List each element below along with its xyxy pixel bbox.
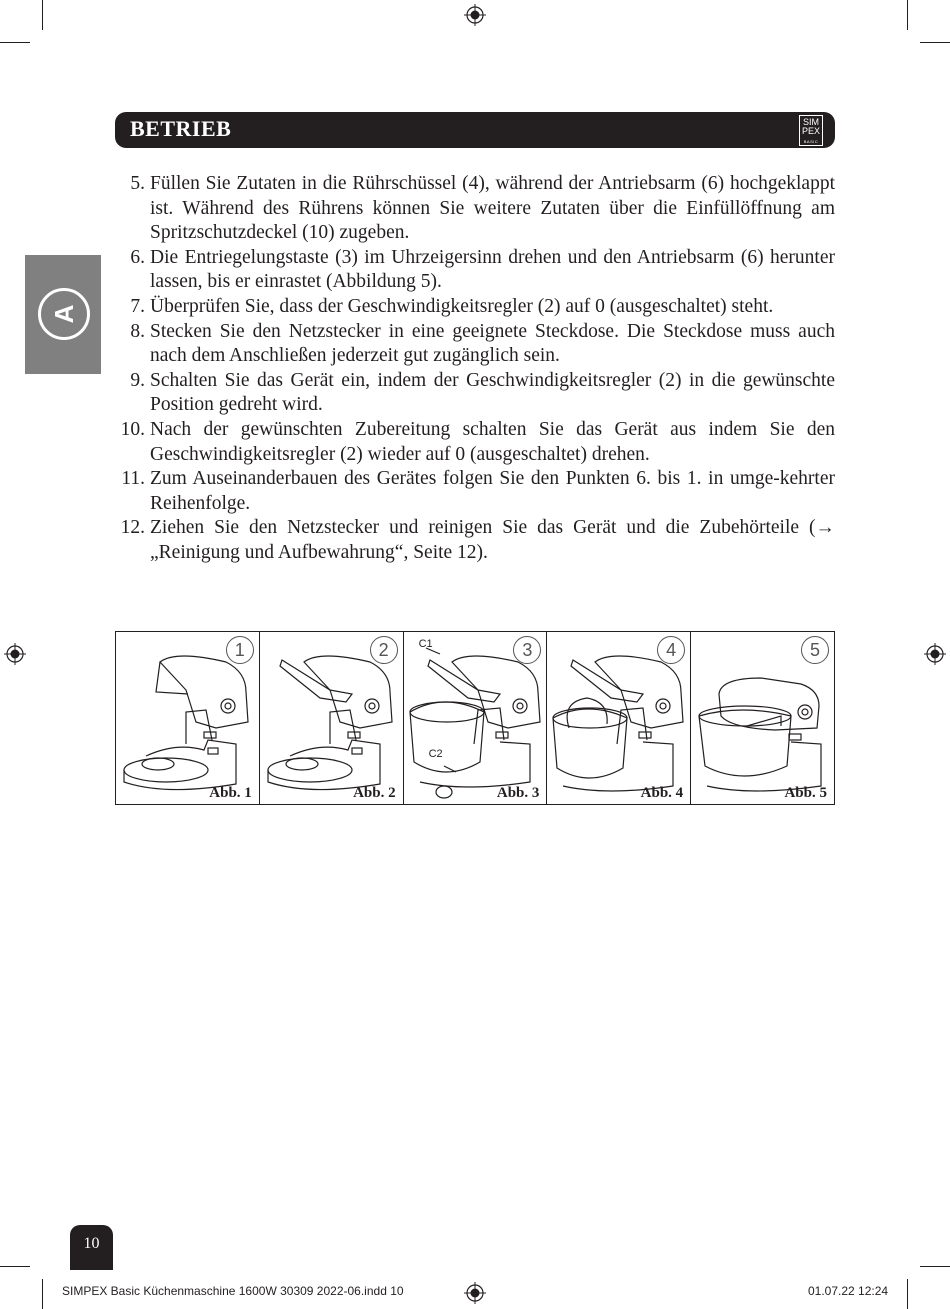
registration-mark-icon <box>4 643 26 665</box>
figure-number: 3 <box>513 636 541 664</box>
step-number: 10. <box>120 418 145 440</box>
language-tab <box>25 255 101 374</box>
step-number: 7. <box>130 295 145 317</box>
figure-strip <box>115 631 835 805</box>
list-item <box>115 320 835 369</box>
step-text: Füllen Sie Zutaten in die Rührschüssel (4), während der Antriebsarm (6) hochgeklappt ist. Während des Rührens können Sie weitere Zutaten über die Einfüllöffnung am Spritzschutzdeckel (10) zugeben. <box>150 173 835 244</box>
section-header <box>115 112 835 148</box>
figure-caption: Abb. 3 <box>496 785 540 801</box>
step-number: 9. <box>130 369 145 391</box>
figure-number: 5 <box>801 636 829 664</box>
figure-number: 1 <box>226 636 254 664</box>
crop-mark <box>0 42 30 43</box>
language-letter: A <box>49 304 79 324</box>
figure-caption: Abb. 5 <box>784 785 827 801</box>
logo-line-1: SIM <box>802 117 819 127</box>
registration-mark-icon <box>924 643 946 665</box>
language-circle <box>38 288 90 340</box>
crop-mark <box>920 42 950 43</box>
list-item <box>115 246 835 295</box>
step-text: Nach der gewünschten Zubereitung schalten Sie das Gerät aus indem Sie den Geschwindigkeitsregler (2) wieder auf 0 (ausgeschaltet) drehen. <box>150 418 835 465</box>
logo-line-3: BASIC <box>803 139 819 144</box>
list-item <box>115 295 835 320</box>
step-text: Zum Auseinanderbauen des Gerätes folgen Sie den Punkten 6. bis 1. in umge-kehrter Reihenfolge. <box>150 468 835 514</box>
footer-timestamp: 01.07.22 12:24 <box>808 1284 889 1298</box>
label-c1: C1 <box>418 638 433 650</box>
figure-number: 4 <box>657 636 685 664</box>
page-number: 10 <box>70 1225 113 1270</box>
list-item <box>115 418 835 467</box>
step-text: Überprüfen Sie, dass der Geschwindigkeitsregler (2) auf 0 (ausgeschaltet) steht. <box>150 295 774 317</box>
step-text: Ziehen Sie den Netzstecker und reinigen Sie das Gerät und die Zubehörteile (→ „Reinigung und Aufbewahrung“, Seite 12). <box>150 517 835 563</box>
registration-mark-icon <box>464 4 486 26</box>
crop-mark <box>42 1279 43 1309</box>
figure-panel <box>260 632 404 804</box>
figure-caption: Abb. 1 <box>209 785 252 801</box>
list-item <box>115 172 835 246</box>
step-number: 5. <box>130 173 145 194</box>
simpex-logo <box>799 115 823 146</box>
step-text: Die Entriegelungstaste (3) im Uhrzeigersinn drehen und den Antriebsarm (6) herunter lassen, bis er einrastet (Abbildung 5). <box>150 246 835 293</box>
figure-panel <box>116 632 260 804</box>
figure-panel <box>691 632 834 804</box>
registration-mark-icon <box>464 1282 486 1304</box>
step-number: 11. <box>121 468 145 490</box>
label-c2: C2 <box>428 748 443 760</box>
list-item <box>115 516 835 565</box>
crop-mark <box>907 0 908 30</box>
crop-mark <box>920 1266 950 1267</box>
step-number: 12. <box>120 517 145 539</box>
footer-file-info: SIMPEX Basic Küchenmaschine 1600W 30309 2022-06.indd 10 <box>62 1284 404 1298</box>
figure-panel <box>547 632 691 804</box>
step-number: 6. <box>130 246 145 268</box>
crop-mark <box>42 0 43 30</box>
crop-mark <box>0 1266 30 1267</box>
step-text: Schalten Sie das Gerät ein, indem der Geschwindigkeitsregler (2) in die gewünschte Position gedreht wird. <box>150 369 835 416</box>
logo-line-2: PEX <box>801 126 820 136</box>
instruction-list <box>115 172 835 566</box>
figure-number: 2 <box>370 636 398 664</box>
section-title: BETRIEB <box>130 116 232 141</box>
crop-mark <box>907 1279 908 1309</box>
list-item <box>115 467 835 516</box>
step-text: Stecken Sie den Netzstecker in eine geeignete Steckdose. Die Steckdose muss auch nach dem Anschließen jederzeit gut zugänglich sein. <box>150 320 835 367</box>
figure-caption: Abb. 4 <box>640 785 684 801</box>
figure-caption: Abb. 2 <box>353 785 396 801</box>
figure-panel <box>404 632 548 804</box>
step-number: 8. <box>130 320 145 342</box>
list-item <box>115 369 835 418</box>
